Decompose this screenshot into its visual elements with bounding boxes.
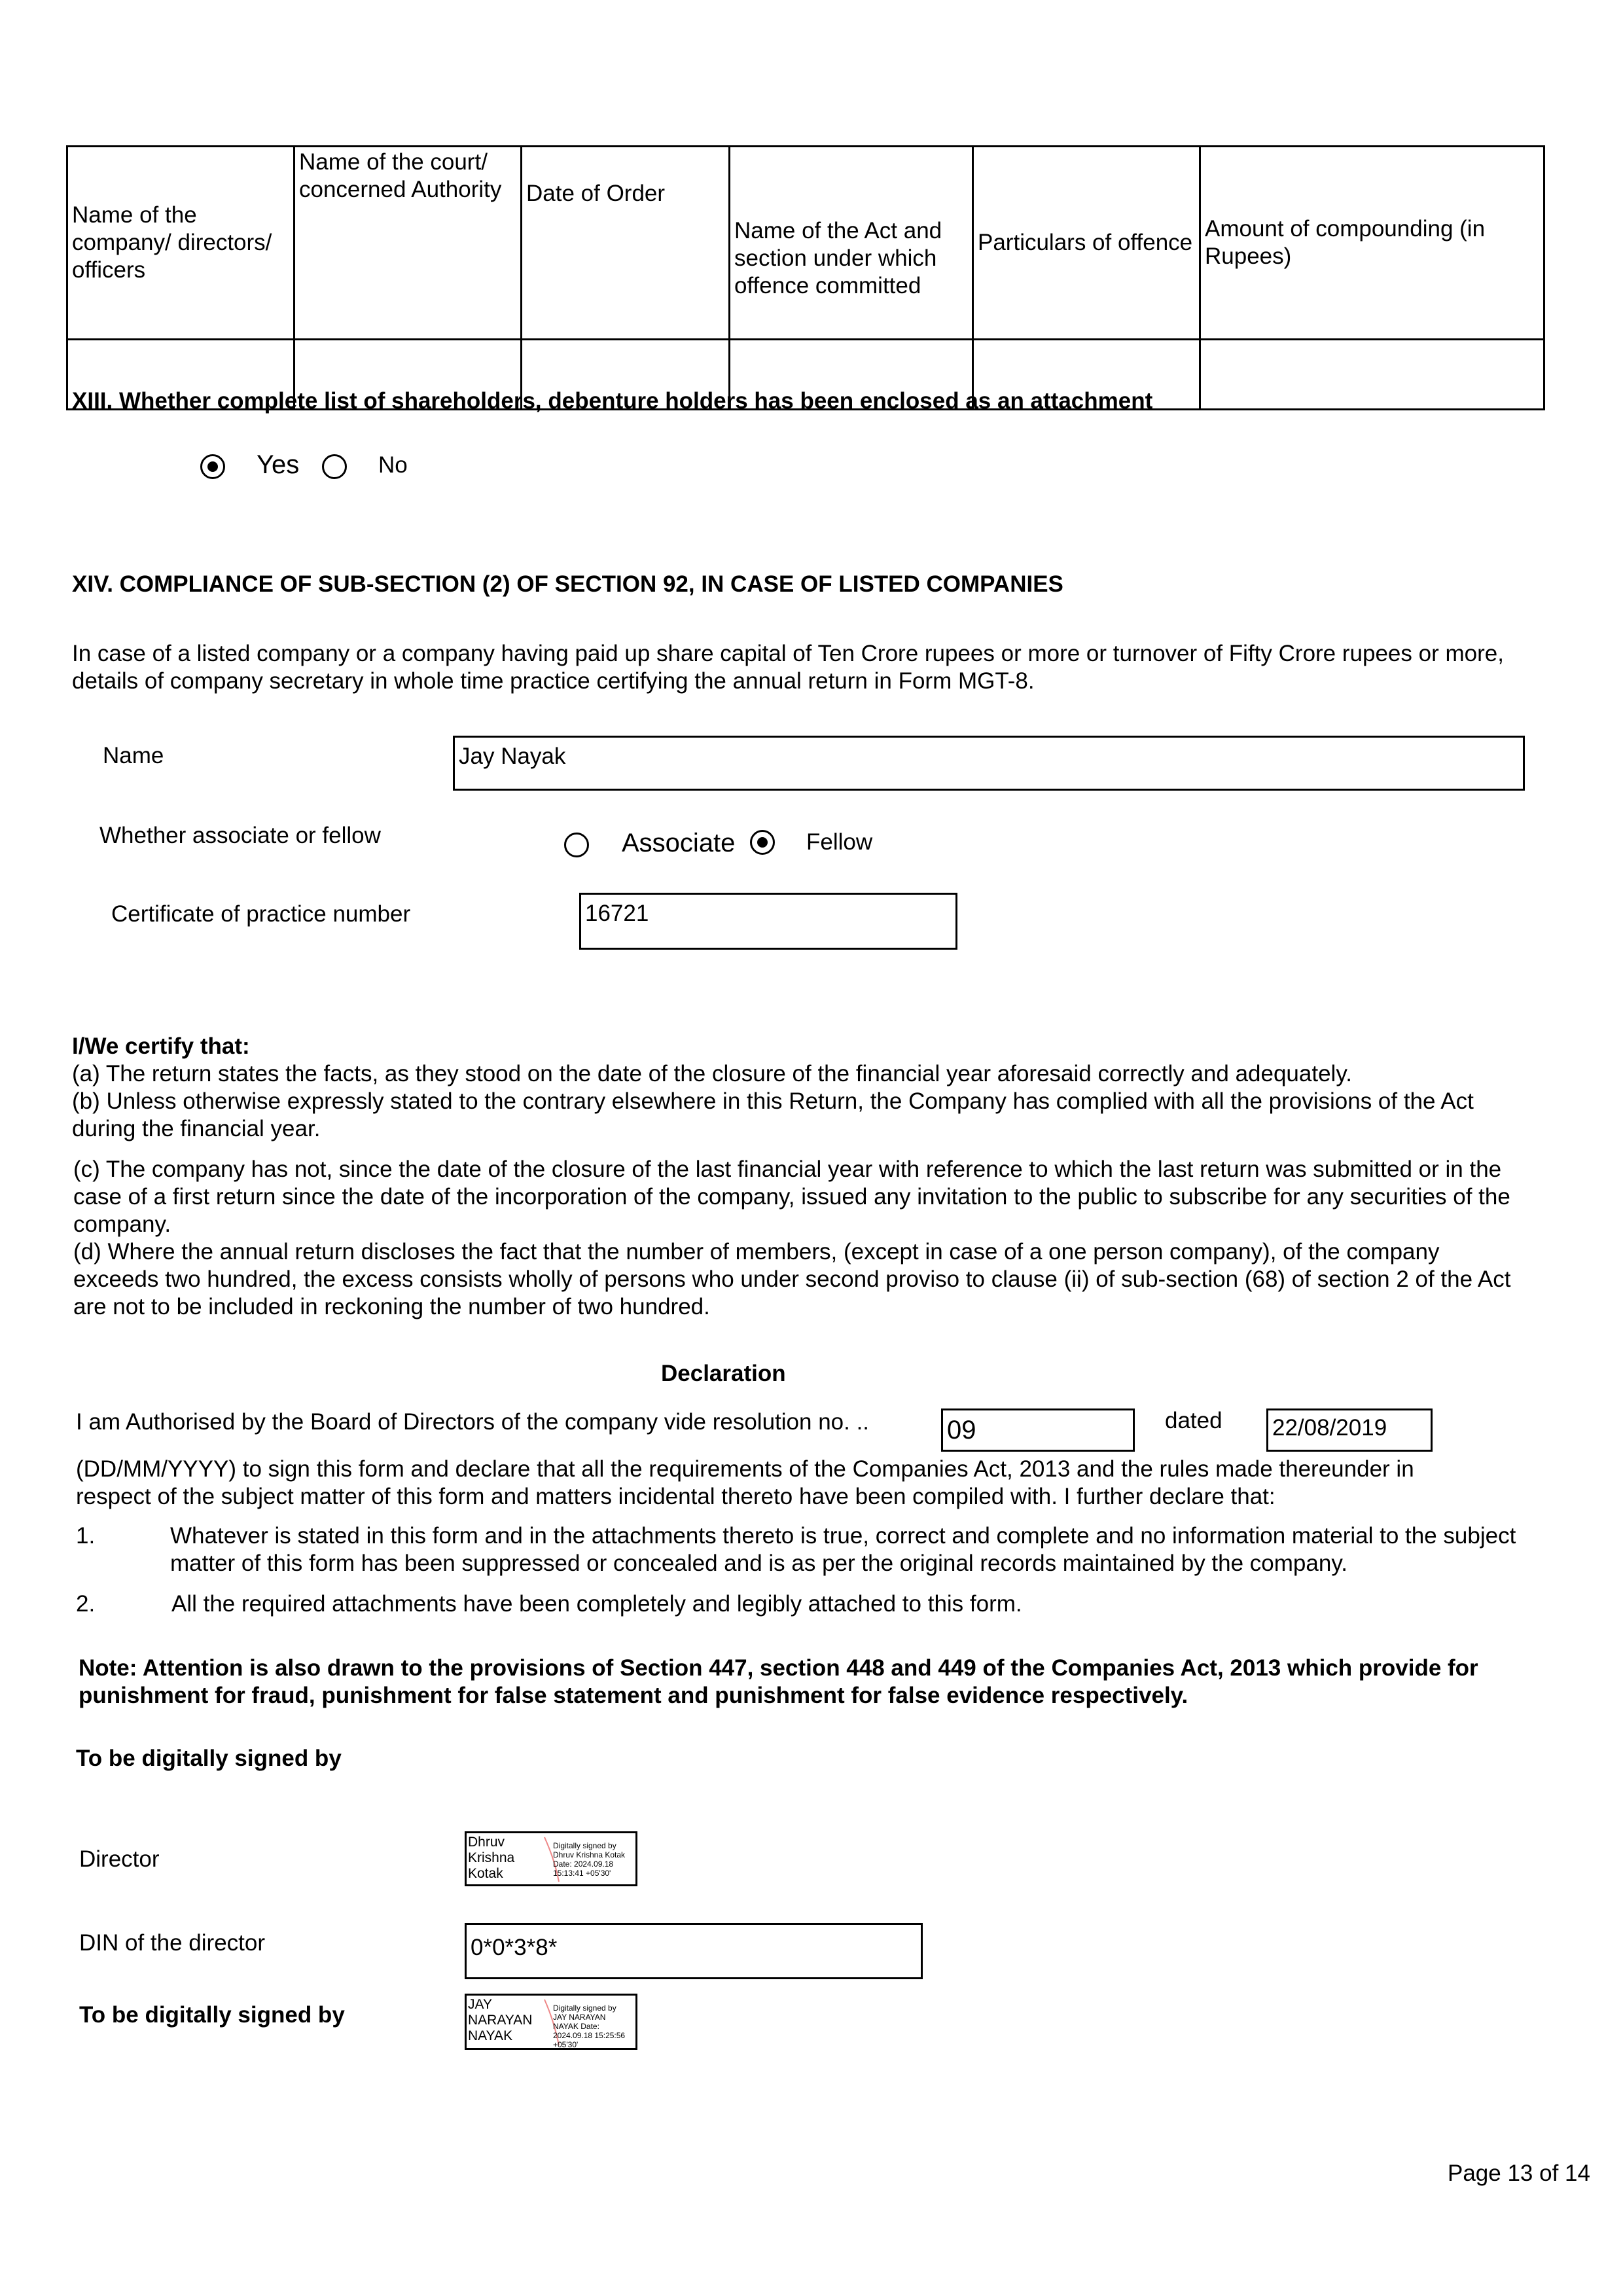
table-header-row [67, 147, 1544, 340]
col-header-particulars: Particulars of offence [973, 147, 1200, 340]
signed-by-heading: To be digitally signed by [76, 1746, 342, 1771]
certify-a: (a) The return states the facts, as they stood on the date of the closure of the financial year aforesaid correctly and adequately. [72, 1061, 1352, 1086]
col-header-act: Name of the Act and section under which offence committed [730, 147, 973, 340]
cs-signature-name: JAY NARAYAN NAYAK [468, 1997, 533, 2043]
page-number: Page 13 of 14 [1448, 2161, 1590, 2186]
second-signed-by-heading: To be digitally signed by [79, 2002, 345, 2028]
table-cell[interactable] [1200, 340, 1544, 410]
associate-radio[interactable] [564, 833, 589, 857]
yes-radio[interactable] [200, 454, 225, 479]
compounding-table [66, 145, 1545, 410]
dated-label: dated [1165, 1408, 1222, 1433]
cop-field[interactable]: 16721 [579, 893, 957, 950]
certify-d: (d) Where the annual return discloses the fact that the number of members, (except in case of a one person company), of the company exceeds two hundred, the excess consists wholly of persons who under second proviso to clause (ii) of sub-section (68) of section 2 of the Act are not to be included in reckoning the number of two hundred. [73, 1239, 1511, 1319]
no-radio[interactable] [322, 454, 347, 479]
cop-label: Certificate of practice number [111, 901, 411, 927]
certify-c: (c) The company has not, since the date of the closure of the last financial year with reference to which the last return was submitted or in the case of a first return since the date of the incorporation of the company, issued any invitation to the public to subscribe for any securities of the company. [73, 1157, 1510, 1237]
associate-fellow-label: Whether associate or fellow [99, 823, 381, 848]
yes-label: Yes [257, 450, 300, 479]
din-field[interactable]: 0*0*3*8* [465, 1923, 923, 1979]
cs-digital-signature[interactable] [465, 1994, 637, 2050]
director-signature-detail: Digitally signed by Dhruv Krishna Kotak Date: 2024.09.18 15:13:41 +05'30' [553, 1841, 626, 1878]
declaration-body: (DD/MM/YYYY) to sign this form and declare that all the requirements of the Companies Act, 2013 and the rules made thereunder in respect of the subject matter of this form and matters incidental thereto have been compiled with. I further declare that: [76, 1456, 1414, 1509]
director-signature-name: Dhruv Krishna Kotak [468, 1835, 515, 1881]
certify-heading: I/We certify that: [72, 1033, 250, 1059]
fellow-label: Fellow [806, 829, 873, 855]
declaration-item-2: All the required attachments have been completely and legibly attached to this form. [171, 1591, 1022, 1617]
director-digital-signature[interactable] [465, 1831, 637, 1886]
associate-label: Associate [622, 829, 736, 857]
cs-name-label: Name [103, 743, 164, 768]
section-14-heading: XIV. COMPLIANCE OF SUB-SECTION (2) OF SECTION 92, IN CASE OF LISTED COMPANIES [72, 571, 1063, 597]
din-label: DIN of the director [79, 1930, 265, 1956]
authorised-text: I am Authorised by the Board of Directors of the company vide resolution no. .. [76, 1409, 870, 1435]
director-label: Director [79, 1846, 160, 1872]
date-field[interactable]: 22/08/2019 [1266, 1408, 1433, 1452]
declaration-item-2-num: 2. [76, 1591, 96, 1617]
col-header-amount: Amount of compounding (in Rupees) [1200, 147, 1544, 340]
resolution-no-field[interactable]: 09 [941, 1408, 1135, 1452]
note-text: Note: Attention is also drawn to the provisions of Section 447, section 448 and 449 of the Companies Act, 2013 which provide for punishment for fraud, punishment for false statement and punishment for false evidence respectively. [79, 1655, 1478, 1708]
declaration-heading: Declaration [661, 1361, 786, 1386]
no-label: No [378, 452, 408, 478]
cs-name-field[interactable]: Jay Nayak [453, 736, 1525, 791]
cs-signature-detail: Digitally signed by JAY NARAYAN NAYAK Date: 2024.09.18 15:25:56 +05'30' [553, 2003, 626, 2049]
declaration-item-1: Whatever is stated in this form and in the attachments thereto is true, correct and complete and no information material to the subject matter of this form has been suppressed or concealed and is as per the original records maintained by the company. [170, 1523, 1516, 1576]
certify-b: (b) Unless otherwise expressly stated to the contrary elsewhere in this Return, the Company has complied with all the provisions of the Act during the financial year. [72, 1088, 1474, 1141]
declaration-item-1-num: 1. [76, 1523, 96, 1549]
section-14-intro: In case of a listed company or a company having paid up share capital of Ten Crore rupees or more or turnover of Fifty Crore rupees or more, details of company secretary in whole time practice certifying the annual return in Form MGT-8. [72, 641, 1504, 694]
fellow-radio[interactable] [750, 830, 775, 855]
col-header-company: Name of the company/ directors/ officers [67, 147, 294, 340]
col-header-date: Date of Order [522, 147, 730, 340]
section-13-heading: XIII. Whether complete list of shareholders, debenture holders has been enclosed as an attachment [72, 388, 1153, 414]
col-header-court: Name of the court/ concerned Authority [294, 147, 522, 340]
